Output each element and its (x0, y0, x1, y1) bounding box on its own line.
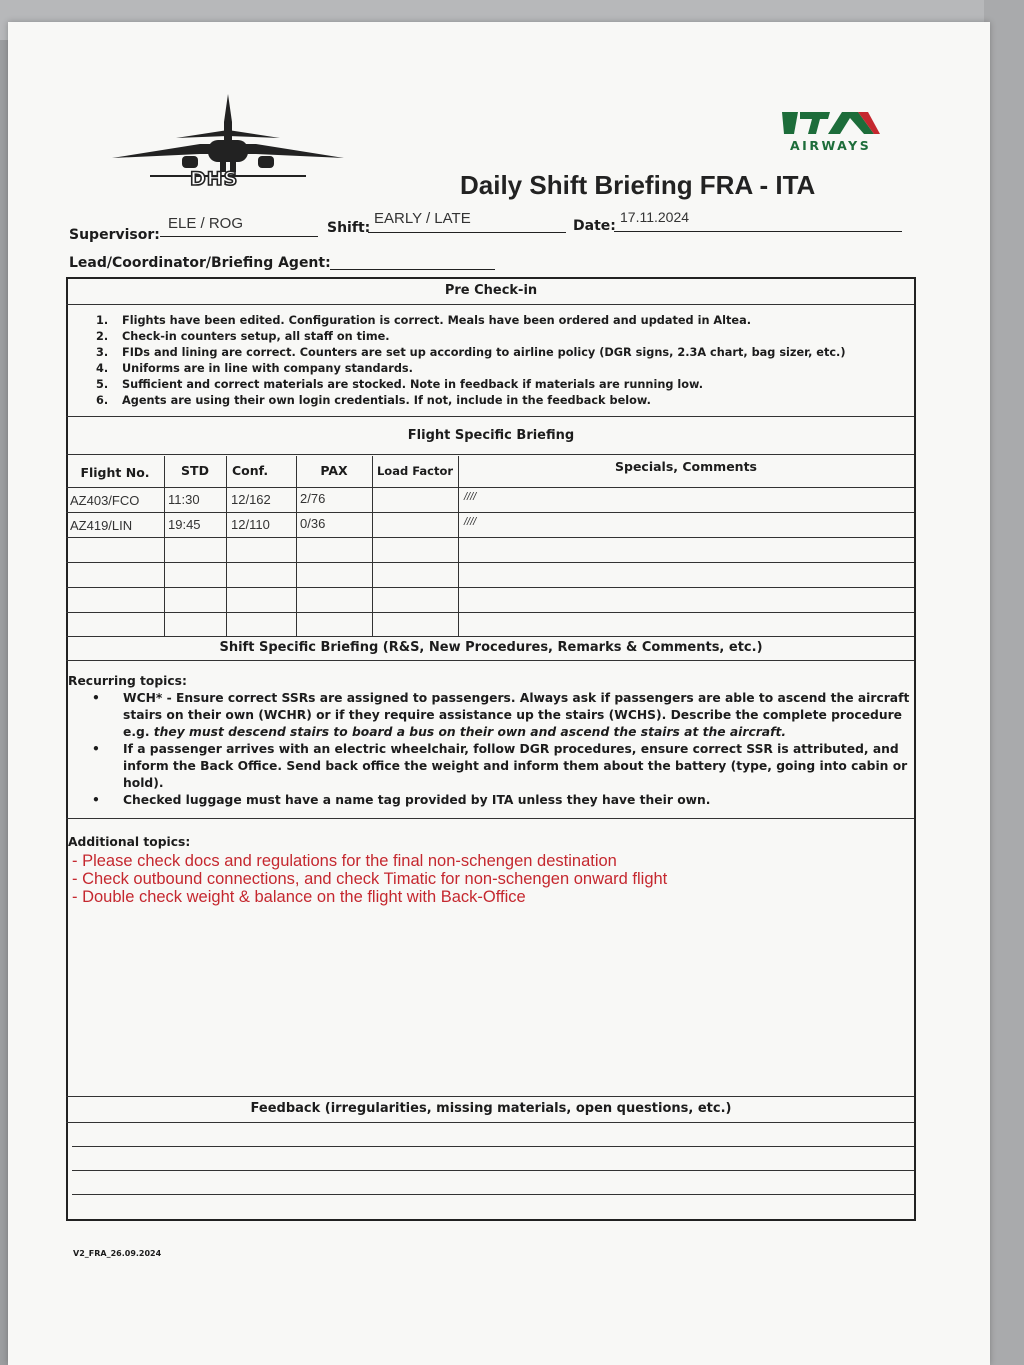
column-header-pax: PAX (320, 463, 348, 478)
table-row-line (66, 636, 914, 637)
bullet-icon: • (92, 691, 100, 705)
document-title: Daily Shift Briefing FRA - ITA (460, 170, 816, 200)
bullet-icon: • (92, 793, 100, 807)
table-row-line (66, 612, 914, 613)
checklist-item (96, 362, 846, 378)
table-row-line (66, 512, 914, 513)
item-number: 6. (96, 394, 109, 407)
column-header-flight: Flight No. (80, 465, 150, 480)
table-col-line (372, 456, 373, 636)
date-value[interactable]: 17.11.2024 (620, 209, 690, 225)
column-header-conf: Conf. (232, 463, 269, 478)
background-right (984, 0, 1024, 1365)
cell-flight[interactable]: AZ403/FCO (70, 493, 140, 508)
lead-label: Lead/Coordinator/Briefing Agent: (69, 255, 331, 271)
item-number: 4. (96, 362, 109, 375)
additional-topic[interactable]: - Please check docs and regulations for the final non-schengen destination (72, 852, 617, 870)
date-label: Date: (573, 218, 616, 234)
column-header-specials: Specials, Comments (615, 459, 757, 474)
checklist-item (96, 330, 846, 346)
item-number: 3. (96, 346, 109, 359)
table-col-line (164, 456, 165, 636)
ita-logo-mark (780, 108, 890, 138)
item-text: Agents are using their own login credentials. If not, include in the feedback below. (122, 394, 651, 407)
item-text: Uniforms are in line with company standards. (122, 362, 413, 375)
additional-topic[interactable]: - Double check weight & balance on the flight with Back-Office (72, 888, 526, 906)
divider (66, 1122, 914, 1123)
item-text: Check-in counters setup, all staff on time. (122, 330, 390, 343)
divider (66, 818, 914, 819)
divider (66, 660, 914, 661)
item-number: 1. (96, 314, 109, 327)
feedback-title: Feedback (irregularities, missing materials, open questions, etc.) (250, 1101, 732, 1116)
lead-underline (330, 267, 495, 270)
cell-specials[interactable]: //// (464, 491, 477, 503)
table-row-line (66, 587, 914, 588)
item-text: Flights have been edited. Configuration is correct. Meals have been ordered and updated in Altea. (122, 314, 752, 327)
pre-checkin-list (96, 314, 846, 410)
cell-conf[interactable]: 12/162 (231, 492, 271, 507)
item-number: 5. (96, 378, 109, 391)
recurring-topic-text: WCH* - Ensure correct SSRs are assigned to passengers. Always ask if passengers are able to ascend the aircraft stairs on their own (WCHR) or if they require assistance up the stairs (WCHS). Describe the complete procedure e.g. (123, 691, 910, 739)
feedback-line[interactable] (72, 1146, 914, 1147)
table-row-line (66, 487, 914, 488)
shift-underline (368, 230, 566, 233)
checklist-item (96, 394, 846, 410)
shift-briefing-title: Shift Specific Briefing (R&S, New Procedures, Remarks & Comments, etc.) (219, 640, 763, 655)
divider (66, 1096, 914, 1097)
table-row-line (66, 562, 914, 563)
table-col-line (458, 456, 459, 636)
version-label: V2_FRA_26.09.2024 (73, 1249, 162, 1258)
dhs-logo-text: DHS (190, 168, 239, 190)
cell-pax[interactable]: 2/76 (300, 491, 326, 506)
table-row-line (66, 537, 914, 538)
cell-conf[interactable]: 12/110 (231, 517, 270, 532)
flight-briefing-title: Flight Specific Briefing (407, 428, 575, 443)
feedback-line[interactable] (72, 1170, 914, 1171)
supervisor-underline (160, 234, 318, 237)
recurring-topic: Checked luggage must have a name tag provided by ITA unless they have their own. (123, 793, 711, 807)
additional-topic[interactable]: - Check outbound connections, and check Timatic for non-schengen onward flight (72, 870, 668, 888)
item-text: Sufficient and correct materials are stocked. Note in feedback if materials are running low. (122, 378, 704, 391)
cell-specials[interactable]: //// (464, 516, 477, 528)
item-number: 2. (96, 330, 109, 343)
cell-flight[interactable]: AZ419/LIN (70, 518, 133, 533)
cell-std[interactable]: 19:45 (168, 517, 201, 532)
recurring-topic (123, 690, 913, 741)
item-text: FIDs and lining are correct. Counters are set up according to airline policy (DGR signs, 2.3A chart, bag sizer, etc.) (122, 346, 846, 359)
shift-value[interactable]: EARLY / LATE (374, 210, 471, 227)
column-header-std: STD (181, 463, 209, 478)
ita-airways-subtitle: AIRWAYS (790, 138, 872, 153)
date-underline (614, 229, 902, 232)
dhs-logo (110, 92, 350, 196)
feedback-line[interactable] (72, 1194, 914, 1195)
bullet-icon: • (92, 742, 100, 756)
additional-topics-label: Additional topics: (68, 835, 191, 849)
shift-label: Shift: (327, 220, 371, 236)
column-header-load-factor: Load Factor (376, 464, 454, 478)
divider (66, 454, 914, 455)
cell-pax[interactable]: 0/36 (300, 516, 326, 531)
divider (66, 416, 914, 417)
table-col-line (296, 456, 297, 636)
recurring-topic: If a passenger arrives with an electric wheelchair, follow DGR procedures, ensure correct SSR is attributed, and inform the Back Office. Send back office the weight and inform them about the battery (type, going into cabin or hold). (123, 742, 908, 790)
cell-std[interactable]: 11:30 (168, 492, 200, 507)
pre-checkin-title: Pre Check-in (444, 283, 538, 298)
divider (66, 304, 914, 305)
recurring-topics-label: Recurring topics: (68, 674, 187, 688)
supervisor-label: Supervisor: (69, 227, 160, 243)
checklist-item (96, 346, 846, 362)
table-col-line (226, 456, 227, 636)
recurring-topic-italic: they must descend stairs to board a bus on their own and ascend the stairs at the aircraft. (153, 725, 786, 739)
supervisor-value[interactable]: ELE / ROG (168, 215, 244, 232)
checklist-item (96, 378, 846, 394)
checklist-item (96, 314, 846, 330)
